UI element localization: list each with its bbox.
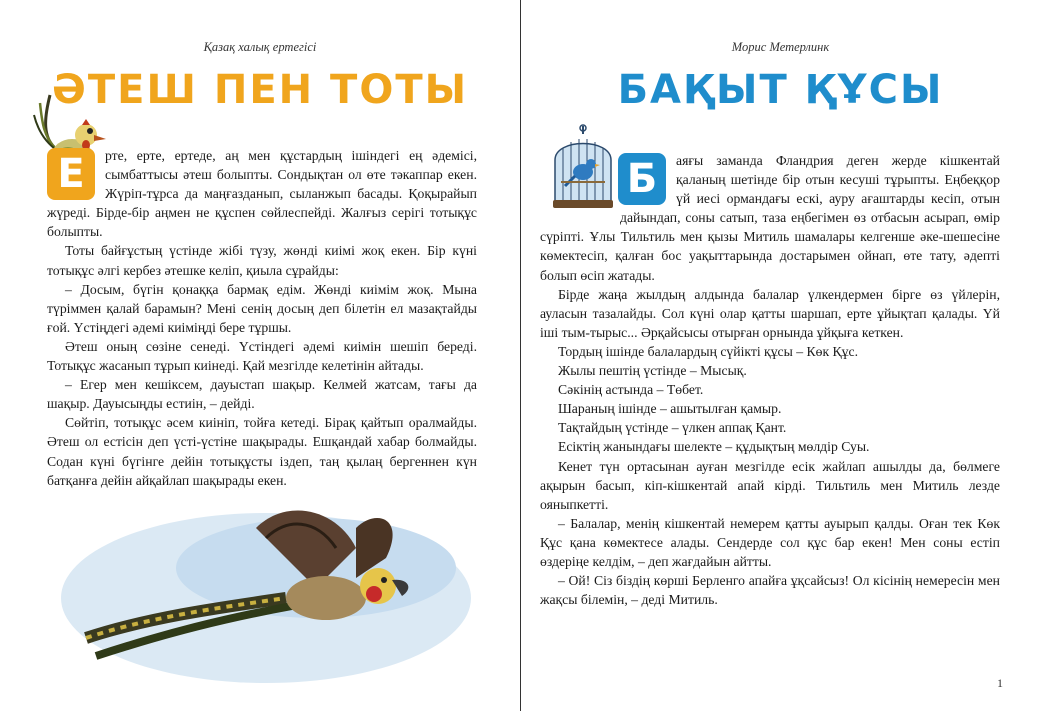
left-story <box>47 146 477 490</box>
right-paragraph: Бірде жаңа жылдың алдында балалар үлкендермен бірге өз үйлерін, ауласын тазалайды. Сол күні олар қатты шаршап, ерте ұйықтап қалады. Үй іші тым-тырыс... Әрқайсысы отырған орнында ұйқыға кеткен. <box>540 286 1000 340</box>
left-paragraph: – Егер мен кешіксем, дауыстап шақыр. Келмей жатсам, тағы да шақыр. Дауысыңды естиін, – дейді. <box>47 377 477 412</box>
right-paragraph: Есіктің жанындағы шелекте – құдықтың мөлдір Суы. <box>558 439 870 455</box>
right-paragraph: Тордың ішінде балалардың сүйікті құсы – Көк Құс. <box>558 343 859 359</box>
left-paragraph: Әтеш оның сөзіне сенеді. Үстіндегі әдемі киімін шешіп береді. Тотықұс жасанып тұрып киінеді. Қай мезгілде келетінін айтады. <box>47 338 477 374</box>
right-title: БАҚЫТ ҚҰСЫ <box>617 67 944 113</box>
left-title: ӘТЕШ ПЕН ТОТЫ <box>51 67 469 113</box>
right-paragraph: Кенет түн ортасынан ауған мезгілде есік жайлап ашылды да, бөлмеге ақырын басып, кіп-кішкентай апай кірді. Тильтиль мен Митиль лезде ояныпкетті. <box>540 458 1000 512</box>
right-paragraph: Тақтайдың үстінде – үлкен аппақ Қант. <box>558 420 787 436</box>
right-paragraph: – Балалар, менің кішкентай немерем қатты ауырып қалды. Оған тек Көк Құс қана көмектесе алады. Сендерде сол құс бар екен! Мен соны естіп өздеріңе келдім, – деп жағдайын айтты. <box>540 515 1000 569</box>
left-paragraph: Сөйтіп, тотықұс әсем киініп, тойға кетеді. Бірақ қайтып оралмайды. Әтеш ол естісін деп үсті-үстіне шақырады. Ешқандай хабар болмайды. Содан күні бүгінге дейін тотықұсты іздеп, таң қылаң бергеннен күн батқанға дейін айқайлап шақырады екен. <box>47 415 477 488</box>
right-paragraph: – Ой! Сіз біздің көрші Берленго апайға ұқсайсыз! Ол кісінің немересін мен жақсы білемін, – деді Митиль. <box>540 573 1000 608</box>
left-dropcap: Е <box>47 148 95 200</box>
right-author: Морис Метерлинк <box>731 40 830 54</box>
right-dropcap: Б <box>618 153 666 205</box>
right-paragraph: Жылы пештің үстінде – Мысық. <box>558 363 747 379</box>
right-page <box>521 0 1040 711</box>
right-paragraph: Сәкінің астында – Төбет. <box>558 382 704 398</box>
left-paragraph: – Досым, бүгін қонаққа бармақ едім. Жөнді киімім жоқ. Мына түріммен қалай барамын? Мені сенің досың деп білетін ел мазақтайды ғой. Үстіңдегі әдемі киіміңді бере тұршы. <box>47 281 477 335</box>
right-paragraph: Шараның ішінде – ашытылған қамыр. <box>558 401 782 417</box>
birdcage-illustration <box>549 124 617 210</box>
parrot-illustration <box>56 488 476 688</box>
left-author: Қазақ халық ертегісі <box>203 40 317 54</box>
page-number: 1 <box>997 676 1003 690</box>
right-paragraph: аяғы заманда Фландрия деген жерде кішкентай қаланың шетінде бір отын кесуші тұрыпты. Еңбеққор үй иесі ормандағы ескі, ауру ағаштарды кесіп, отын дайындап, соны сатып, таза еңбегімен өз отбасын асырап, өмір сүріпті. Ұлы Тильтиль мен қызы Митиль шамалары келгенше әке-шешесіне көмектесіп, қалған бос уақыттарында достарымен ойнап, өте тату, әдепті болып өсіп жатады. <box>540 153 1000 283</box>
left-paragraph: Тоты байғұстың үстінде жібі түзу, жөнді киімі жоқ екен. Бір күні тотықұс әлгі кербез әтешке келіп, қиыла сұрайды: <box>47 243 477 278</box>
left-paragraph: рте, ерте, ертеде, аң мен құстардың ішіндегі ең әдемісі, сымбаттысы әтеш болыпты. Сондықтан ол өте тәкаппар екен. Жүріп-тұрса да маңғазданып, сыланжып басады. Қоқырайып жүреді. Бірде-бір аңмен не құспен сөйлеспейді. Жалғыз серігі тотықұс болыпты. <box>47 148 477 240</box>
